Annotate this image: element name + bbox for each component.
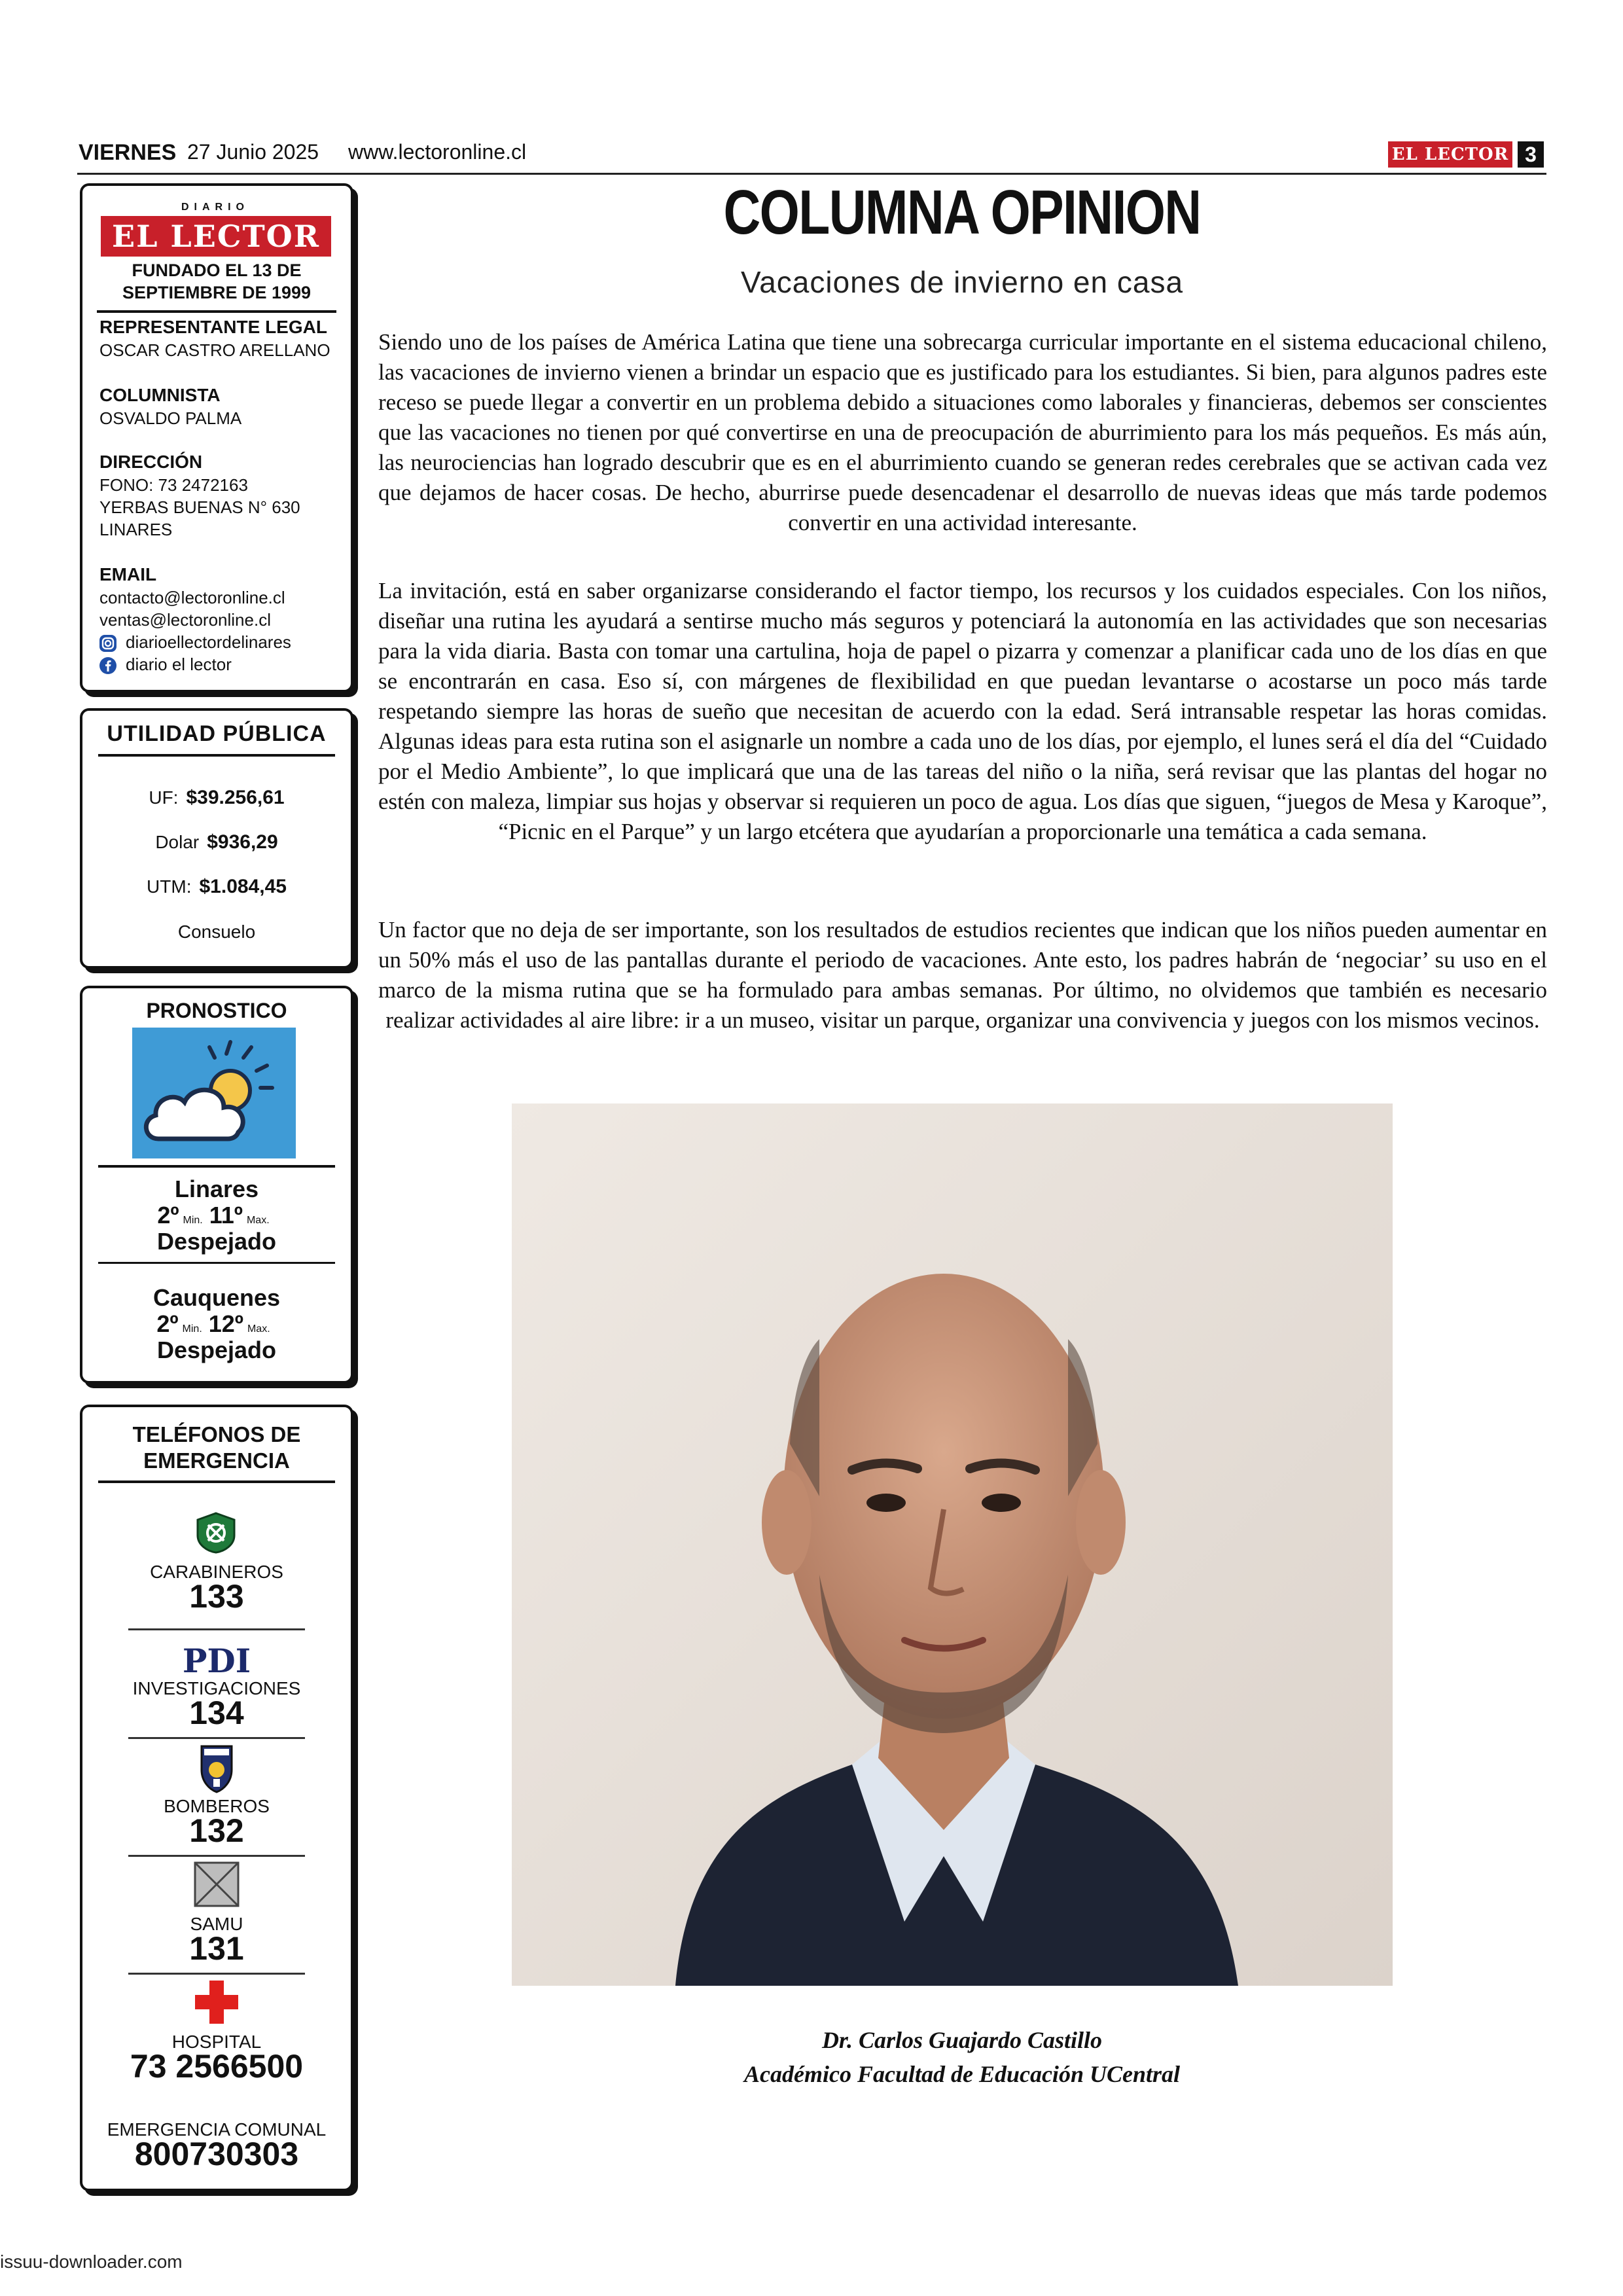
comunal-label: EMERGENCIA COMUNAL [107, 2119, 327, 2140]
instagram-row[interactable] [99, 631, 291, 653]
divider [97, 310, 336, 313]
divider [128, 1973, 305, 1975]
email-sales[interactable]: ventas@lectoronline.cl [99, 610, 271, 630]
footer-watermark: issuu-downloader.com [0, 2251, 183, 2272]
article-paragraph: La invitación, está en saber organizarse considerando el factor tiempo, los recursos y los cuidados especiales. Con los niños, diseñar una rutina les ayudará a sentirse mucho más seguros y potenciará la autonomía en las actividades que son necesarias para la vida diaria. Basta con tomar una cartulina, hoja de papel o pizarra y comenzar a planificar cada uno de los días en que se encontrarán en casa. Eso sí, con márgenes de flexibilidad en que puedan levantarse o acostarse un poco más tarde respetando siempre las horas de sueño que necesitan de acuerdo con la edad. Será intransable respetar las horas comidas. Algunas ideas para esta rutina son el asignarle un nombre a cada uno de los días, por ejemplo, el lunes será el día del “Cuidado por el Medio Ambiente”, lo que implicará que una de las tareas del niño o la niña, será revisar que las plantas del hogar no estén con maleza, limpiar sus hojas y observar si requieren un poco de agua. Los días que siguen, “juegos de Mesa y Karoque”, “Picnic en el Parque” y un largo etcétera que ayudarían a proporcionarle una temática a cada semana. [378, 578, 1547, 844]
hospital-label: HOSPITAL [171, 2032, 262, 2052]
uf-value: $39.256,61 [186, 787, 285, 808]
author-photo [512, 1103, 1393, 1986]
city1-condition: Despejado [156, 1228, 277, 1255]
weather-box [80, 986, 353, 1384]
pdi-logo: PDI [182, 1641, 251, 1680]
article-subtitle: Vacaciones de invierno en casa [740, 265, 1184, 299]
city2-max: 12º [208, 1310, 243, 1337]
divider [128, 1628, 305, 1630]
divider [98, 1480, 335, 1483]
utm-row [82, 876, 351, 898]
pdi-label: INVESTIGACIONES [132, 1678, 301, 1698]
dolar-label: Dolar [155, 832, 200, 852]
min-label: Min. [182, 1323, 202, 1335]
weather-title: PRONOSTICO [146, 999, 287, 1022]
page-number: 3 [1518, 141, 1544, 168]
dolar-row [82, 831, 351, 853]
city1-min: 2º [157, 1202, 179, 1229]
city1-max: 11º [209, 1202, 243, 1229]
samu-number[interactable]: 131 [189, 1930, 244, 1967]
section-title: COLUMNA OPINION [723, 177, 1201, 247]
hospital-number[interactable]: 73 2566500 [130, 2048, 304, 2085]
email-contact[interactable]: contacto@lectoronline.cl [99, 588, 285, 607]
header-logo: EL LECTOR [1388, 141, 1512, 168]
pdi-number[interactable]: 134 [189, 1695, 244, 1731]
columnist-label: COLUMNISTA [99, 385, 221, 405]
article-paragraph: Siendo uno de los países de América Latina que tiene una sobrecarga curricular importante en el sistema educacional chileno, las vacaciones de invierno vienen a brindar un espacio que es justificado para los estudiantes. Si bien, para algunos padres este receso se puede llegar a convertir en un problema debido a situaciones como laborales y financieras, debemos ser conscientes que las vacaciones no tienen por qué convertirse en una de preocupación de aburrimiento para los más pequeños. Es más aún, las neurociencias han logrado descubrir que es en el aburrimiento cuando se generan redes cerebrales que se activan cada vez que dejamos de hacer cosas. De hecho, aburrirse puede desencadenar el desarrollo de nuevas ideas que más tarde podemos convertir en una actividad interesante. [378, 329, 1547, 535]
article-paragraph: Un factor que no deja de ser importante, son los resultados de estudios recientes que indican que los niños pueden aumentar en un 50% más el uso de las pantallas durante el periodo de vacaciones. Ante esto, los padres habrán de ‘negociar’ su uso en el marco de la misma rutina que se ha formulado para ambas semanas. Por último, no olvidemos que también es necesario realizar actividades al aire libre: ir a un museo, visitar un parque, organizar una convivencia y juegos con los mismos vecinos. [378, 917, 1547, 1033]
email-label: EMAIL [99, 564, 157, 584]
red-cross-icon [194, 1979, 240, 2028]
samu-image-placeholder-icon [194, 1861, 240, 1910]
comunal-number[interactable]: 800730303 [134, 2136, 299, 2172]
instagram-icon [99, 635, 116, 652]
carabineros-label: CARABINEROS [150, 1562, 283, 1582]
consuelo-text: Consuelo [177, 922, 256, 942]
carabineros-badge-icon [195, 1512, 237, 1557]
city2-temps [82, 1310, 351, 1338]
city2-min: 2º [156, 1310, 179, 1337]
phone-text: FONO: 73 2472163 [99, 475, 248, 495]
legal-rep-name: OSCAR CASTRO ARELLANO [99, 340, 330, 360]
header-date: 27 Junio 2025 [187, 140, 319, 164]
bomberos-label: BOMBEROS [164, 1796, 270, 1816]
newspaper-logo: EL LECTOR [101, 216, 331, 257]
newspaper-logo-top: DIARIO [174, 200, 257, 215]
divider [128, 1855, 305, 1857]
instagram-handle: diarioellectordelinares [126, 632, 291, 652]
founded-text: FUNDADO EL 13 DE SEPTIEMBRE DE 1999 [122, 260, 312, 302]
bomberos-number[interactable]: 132 [189, 1812, 244, 1849]
city2-condition: Despejado [156, 1336, 277, 1363]
city1-temps [82, 1202, 351, 1229]
header-website[interactable]: www.lectoronline.cl [348, 140, 527, 164]
partly-cloudy-icon [132, 1028, 296, 1158]
divider [128, 1737, 305, 1739]
city2-name: Cauquenes [152, 1284, 281, 1311]
divider [98, 1262, 335, 1264]
max-label: Max. [246, 1215, 270, 1226]
page-header [77, 140, 1546, 175]
facebook-icon [99, 657, 116, 674]
facebook-handle: diario el lector [126, 655, 232, 674]
utm-label: UTM: [147, 876, 192, 897]
divider [98, 754, 335, 757]
city-text: LINARES [99, 520, 173, 539]
facebook-row[interactable] [99, 653, 232, 675]
legal-rep-label: REPRESENTANTE LEGAL [99, 317, 327, 337]
bomberos-badge-icon [198, 1744, 236, 1797]
utm-value: $1.084,45 [199, 876, 287, 897]
max-label: Max. [247, 1323, 270, 1335]
columnist-name: OSVALDO PALMA [99, 408, 242, 428]
address-label: DIRECCIÓN [99, 452, 203, 472]
emergency-box [80, 1405, 353, 2191]
utility-box [80, 708, 353, 969]
dolar-value: $936,29 [207, 831, 278, 853]
emergency-title: TELÉFONOS DE EMERGENCIA [132, 1422, 301, 1473]
min-label: Min. [183, 1215, 203, 1226]
carabineros-number[interactable]: 133 [189, 1578, 244, 1615]
city1-name: Linares [174, 1175, 259, 1202]
street-text: YERBAS BUENAS N° 630 [99, 497, 300, 517]
author-role: Académico Facultad de Educación UCentral [744, 2061, 1180, 2087]
header-day: VIERNES [79, 140, 177, 165]
masthead-box [80, 183, 353, 692]
author-name: Dr. Carlos Guajardo Castillo [821, 2027, 1103, 2053]
utility-title: UTILIDAD PÚBLICA [107, 721, 327, 746]
divider [98, 1165, 335, 1168]
uf-label: UF: [149, 787, 179, 808]
samu-label: SAMU [190, 1914, 243, 1934]
uf-row [82, 787, 351, 809]
